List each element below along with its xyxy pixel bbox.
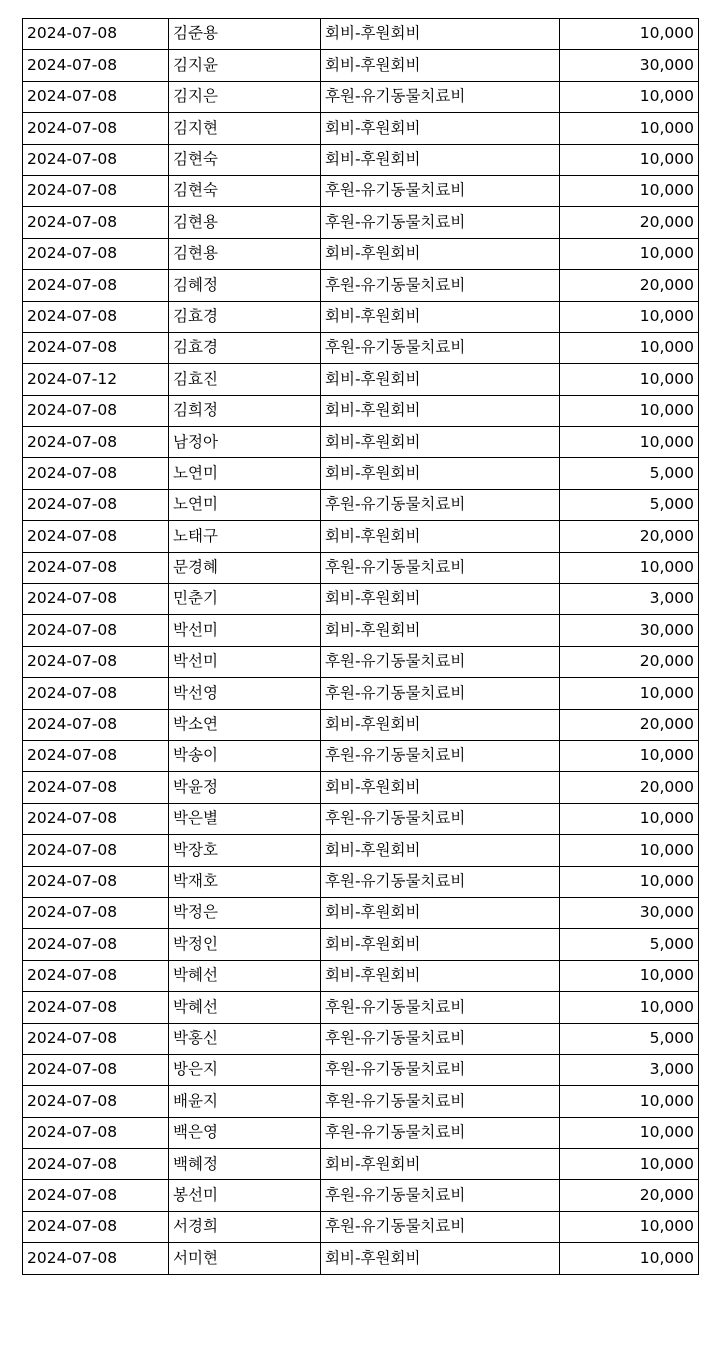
date-cell: 2024-07-08 bbox=[23, 427, 169, 458]
date-cell: 2024-07-08 bbox=[23, 803, 169, 834]
category-cell: 후원-유기동물치료비 bbox=[321, 175, 560, 206]
category-cell: 후원-유기동물치료비 bbox=[321, 1117, 560, 1148]
donor-name-cell: 배윤지 bbox=[169, 1086, 321, 1117]
amount-cell: 10,000 bbox=[560, 803, 699, 834]
category-cell: 후원-유기동물치료비 bbox=[321, 207, 560, 238]
table-row bbox=[23, 897, 699, 928]
amount-cell: 10,000 bbox=[560, 332, 699, 363]
date-cell: 2024-07-08 bbox=[23, 332, 169, 363]
donor-name-cell: 박정은 bbox=[169, 897, 321, 928]
donor-name-cell: 김효진 bbox=[169, 364, 321, 395]
donor-name-cell: 김현용 bbox=[169, 238, 321, 269]
amount-cell: 30,000 bbox=[560, 50, 699, 81]
amount-cell: 10,000 bbox=[560, 301, 699, 332]
category-cell: 회비-후원회비 bbox=[321, 301, 560, 332]
date-cell: 2024-07-08 bbox=[23, 960, 169, 991]
category-cell: 회비-후원회비 bbox=[321, 897, 560, 928]
date-cell: 2024-07-08 bbox=[23, 835, 169, 866]
date-cell: 2024-07-08 bbox=[23, 1023, 169, 1054]
table-row bbox=[23, 332, 699, 363]
donor-name-cell: 박혜선 bbox=[169, 992, 321, 1023]
amount-cell: 10,000 bbox=[560, 175, 699, 206]
amount-cell: 5,000 bbox=[560, 489, 699, 520]
donor-name-cell: 민춘기 bbox=[169, 584, 321, 615]
date-cell: 2024-07-08 bbox=[23, 584, 169, 615]
table-row bbox=[23, 301, 699, 332]
date-cell: 2024-07-08 bbox=[23, 740, 169, 771]
category-cell: 후원-유기동물치료비 bbox=[321, 1023, 560, 1054]
amount-cell: 20,000 bbox=[560, 709, 699, 740]
amount-cell: 10,000 bbox=[560, 364, 699, 395]
date-cell: 2024-07-08 bbox=[23, 521, 169, 552]
date-cell: 2024-07-08 bbox=[23, 270, 169, 301]
donor-name-cell: 노연미 bbox=[169, 458, 321, 489]
donor-name-cell: 노연미 bbox=[169, 489, 321, 520]
table-row bbox=[23, 1211, 699, 1242]
table-row bbox=[23, 709, 699, 740]
table-row bbox=[23, 584, 699, 615]
donor-name-cell: 김현용 bbox=[169, 207, 321, 238]
donor-name-cell: 김효경 bbox=[169, 332, 321, 363]
donor-name-cell: 박정인 bbox=[169, 929, 321, 960]
table-row bbox=[23, 81, 699, 112]
amount-cell: 10,000 bbox=[560, 960, 699, 991]
date-cell: 2024-07-08 bbox=[23, 301, 169, 332]
category-cell: 회비-후원회비 bbox=[321, 960, 560, 991]
amount-cell: 10,000 bbox=[560, 395, 699, 426]
category-cell: 회비-후원회비 bbox=[321, 521, 560, 552]
table-row bbox=[23, 646, 699, 677]
table-row bbox=[23, 113, 699, 144]
date-cell: 2024-07-08 bbox=[23, 1117, 169, 1148]
date-cell: 2024-07-08 bbox=[23, 113, 169, 144]
table-row bbox=[23, 615, 699, 646]
amount-cell: 10,000 bbox=[560, 552, 699, 583]
date-cell: 2024-07-08 bbox=[23, 552, 169, 583]
table-row bbox=[23, 678, 699, 709]
donor-name-cell: 서미현 bbox=[169, 1243, 321, 1274]
category-cell: 회비-후원회비 bbox=[321, 772, 560, 803]
donor-name-cell: 김지현 bbox=[169, 113, 321, 144]
date-cell: 2024-07-08 bbox=[23, 678, 169, 709]
table-row bbox=[23, 772, 699, 803]
amount-cell: 30,000 bbox=[560, 615, 699, 646]
table-row bbox=[23, 960, 699, 991]
amount-cell: 10,000 bbox=[560, 19, 699, 50]
table-row bbox=[23, 19, 699, 50]
table-row bbox=[23, 1117, 699, 1148]
category-cell: 후원-유기동물치료비 bbox=[321, 803, 560, 834]
category-cell: 회비-후원회비 bbox=[321, 1243, 560, 1274]
table-row bbox=[23, 364, 699, 395]
date-cell: 2024-07-08 bbox=[23, 50, 169, 81]
table-row bbox=[23, 521, 699, 552]
category-cell: 회비-후원회비 bbox=[321, 113, 560, 144]
table-row bbox=[23, 175, 699, 206]
donor-name-cell: 김현숙 bbox=[169, 175, 321, 206]
amount-cell: 5,000 bbox=[560, 929, 699, 960]
table-row bbox=[23, 1054, 699, 1085]
date-cell: 2024-07-08 bbox=[23, 1211, 169, 1242]
table-row bbox=[23, 427, 699, 458]
table-row bbox=[23, 552, 699, 583]
category-cell: 회비-후원회비 bbox=[321, 19, 560, 50]
table-row bbox=[23, 50, 699, 81]
table-row bbox=[23, 929, 699, 960]
date-cell: 2024-07-08 bbox=[23, 709, 169, 740]
date-cell: 2024-07-08 bbox=[23, 866, 169, 897]
donation-ledger-table bbox=[22, 18, 699, 1275]
amount-cell: 10,000 bbox=[560, 992, 699, 1023]
amount-cell: 3,000 bbox=[560, 584, 699, 615]
date-cell: 2024-07-08 bbox=[23, 207, 169, 238]
table-row bbox=[23, 1180, 699, 1211]
donor-name-cell: 박재호 bbox=[169, 866, 321, 897]
table-row bbox=[23, 740, 699, 771]
date-cell: 2024-07-08 bbox=[23, 897, 169, 928]
category-cell: 후원-유기동물치료비 bbox=[321, 992, 560, 1023]
date-cell: 2024-07-12 bbox=[23, 364, 169, 395]
category-cell: 후원-유기동물치료비 bbox=[321, 678, 560, 709]
table-row bbox=[23, 489, 699, 520]
table-row bbox=[23, 1243, 699, 1274]
date-cell: 2024-07-08 bbox=[23, 238, 169, 269]
category-cell: 회비-후원회비 bbox=[321, 835, 560, 866]
table-row bbox=[23, 866, 699, 897]
donor-name-cell: 박장호 bbox=[169, 835, 321, 866]
category-cell: 회비-후원회비 bbox=[321, 50, 560, 81]
amount-cell: 5,000 bbox=[560, 458, 699, 489]
date-cell: 2024-07-08 bbox=[23, 489, 169, 520]
category-cell: 회비-후원회비 bbox=[321, 427, 560, 458]
category-cell: 후원-유기동물치료비 bbox=[321, 1180, 560, 1211]
category-cell: 회비-후원회비 bbox=[321, 144, 560, 175]
table-row bbox=[23, 270, 699, 301]
donor-name-cell: 백혜정 bbox=[169, 1149, 321, 1180]
category-cell: 회비-후원회비 bbox=[321, 615, 560, 646]
category-cell: 회비-후원회비 bbox=[321, 364, 560, 395]
category-cell: 후원-유기동물치료비 bbox=[321, 332, 560, 363]
date-cell: 2024-07-08 bbox=[23, 1054, 169, 1085]
amount-cell: 10,000 bbox=[560, 866, 699, 897]
table-row bbox=[23, 992, 699, 1023]
date-cell: 2024-07-08 bbox=[23, 395, 169, 426]
table-row bbox=[23, 458, 699, 489]
amount-cell: 10,000 bbox=[560, 740, 699, 771]
category-cell: 후원-유기동물치료비 bbox=[321, 646, 560, 677]
category-cell: 회비-후원회비 bbox=[321, 458, 560, 489]
date-cell: 2024-07-08 bbox=[23, 615, 169, 646]
amount-cell: 20,000 bbox=[560, 521, 699, 552]
table-row bbox=[23, 835, 699, 866]
amount-cell: 5,000 bbox=[560, 1023, 699, 1054]
amount-cell: 20,000 bbox=[560, 646, 699, 677]
donor-name-cell: 김혜정 bbox=[169, 270, 321, 301]
table-row bbox=[23, 1149, 699, 1180]
date-cell: 2024-07-08 bbox=[23, 1086, 169, 1117]
table-row bbox=[23, 1023, 699, 1054]
donor-name-cell: 김현숙 bbox=[169, 144, 321, 175]
amount-cell: 10,000 bbox=[560, 1211, 699, 1242]
donor-name-cell: 김희정 bbox=[169, 395, 321, 426]
category-cell: 후원-유기동물치료비 bbox=[321, 866, 560, 897]
category-cell: 후원-유기동물치료비 bbox=[321, 81, 560, 112]
category-cell: 회비-후원회비 bbox=[321, 238, 560, 269]
date-cell: 2024-07-08 bbox=[23, 175, 169, 206]
date-cell: 2024-07-08 bbox=[23, 992, 169, 1023]
amount-cell: 20,000 bbox=[560, 270, 699, 301]
donor-name-cell: 박송이 bbox=[169, 740, 321, 771]
category-cell: 후원-유기동물치료비 bbox=[321, 1211, 560, 1242]
amount-cell: 10,000 bbox=[560, 113, 699, 144]
date-cell: 2024-07-08 bbox=[23, 1149, 169, 1180]
category-cell: 후원-유기동물치료비 bbox=[321, 552, 560, 583]
amount-cell: 10,000 bbox=[560, 1117, 699, 1148]
table-row bbox=[23, 395, 699, 426]
amount-cell: 10,000 bbox=[560, 81, 699, 112]
category-cell: 회비-후원회비 bbox=[321, 929, 560, 960]
date-cell: 2024-07-08 bbox=[23, 1243, 169, 1274]
donor-name-cell: 박소연 bbox=[169, 709, 321, 740]
donor-name-cell: 봉선미 bbox=[169, 1180, 321, 1211]
category-cell: 후원-유기동물치료비 bbox=[321, 740, 560, 771]
category-cell: 후원-유기동물치료비 bbox=[321, 1086, 560, 1117]
category-cell: 회비-후원회비 bbox=[321, 1149, 560, 1180]
ledger-body bbox=[23, 19, 699, 1275]
donor-name-cell: 김지은 bbox=[169, 81, 321, 112]
donor-name-cell: 문경혜 bbox=[169, 552, 321, 583]
amount-cell: 20,000 bbox=[560, 207, 699, 238]
donor-name-cell: 박은별 bbox=[169, 803, 321, 834]
table-row bbox=[23, 803, 699, 834]
amount-cell: 20,000 bbox=[560, 1180, 699, 1211]
donor-name-cell: 방은지 bbox=[169, 1054, 321, 1085]
donor-name-cell: 서경희 bbox=[169, 1211, 321, 1242]
amount-cell: 30,000 bbox=[560, 897, 699, 928]
amount-cell: 10,000 bbox=[560, 238, 699, 269]
date-cell: 2024-07-08 bbox=[23, 81, 169, 112]
table-row bbox=[23, 238, 699, 269]
donor-name-cell: 박선영 bbox=[169, 678, 321, 709]
date-cell: 2024-07-08 bbox=[23, 19, 169, 50]
date-cell: 2024-07-08 bbox=[23, 1180, 169, 1211]
donor-name-cell: 김효경 bbox=[169, 301, 321, 332]
date-cell: 2024-07-08 bbox=[23, 458, 169, 489]
amount-cell: 10,000 bbox=[560, 144, 699, 175]
category-cell: 회비-후원회비 bbox=[321, 709, 560, 740]
donor-name-cell: 박혜선 bbox=[169, 960, 321, 991]
date-cell: 2024-07-08 bbox=[23, 646, 169, 677]
donor-name-cell: 백은영 bbox=[169, 1117, 321, 1148]
amount-cell: 10,000 bbox=[560, 835, 699, 866]
amount-cell: 3,000 bbox=[560, 1054, 699, 1085]
donor-name-cell: 노태구 bbox=[169, 521, 321, 552]
donor-name-cell: 박선미 bbox=[169, 615, 321, 646]
amount-cell: 20,000 bbox=[560, 772, 699, 803]
category-cell: 후원-유기동물치료비 bbox=[321, 489, 560, 520]
donor-name-cell: 박선미 bbox=[169, 646, 321, 677]
donor-name-cell: 박홍신 bbox=[169, 1023, 321, 1054]
amount-cell: 10,000 bbox=[560, 1149, 699, 1180]
donor-name-cell: 김지윤 bbox=[169, 50, 321, 81]
donor-name-cell: 박윤정 bbox=[169, 772, 321, 803]
amount-cell: 10,000 bbox=[560, 1243, 699, 1274]
table-row bbox=[23, 1086, 699, 1117]
table-row bbox=[23, 144, 699, 175]
date-cell: 2024-07-08 bbox=[23, 144, 169, 175]
date-cell: 2024-07-08 bbox=[23, 929, 169, 960]
donor-name-cell: 김준용 bbox=[169, 19, 321, 50]
amount-cell: 10,000 bbox=[560, 1086, 699, 1117]
amount-cell: 10,000 bbox=[560, 427, 699, 458]
category-cell: 후원-유기동물치료비 bbox=[321, 270, 560, 301]
table-row bbox=[23, 207, 699, 238]
date-cell: 2024-07-08 bbox=[23, 772, 169, 803]
category-cell: 회비-후원회비 bbox=[321, 584, 560, 615]
donor-name-cell: 남정아 bbox=[169, 427, 321, 458]
amount-cell: 10,000 bbox=[560, 678, 699, 709]
category-cell: 회비-후원회비 bbox=[321, 395, 560, 426]
category-cell: 후원-유기동물치료비 bbox=[321, 1054, 560, 1085]
